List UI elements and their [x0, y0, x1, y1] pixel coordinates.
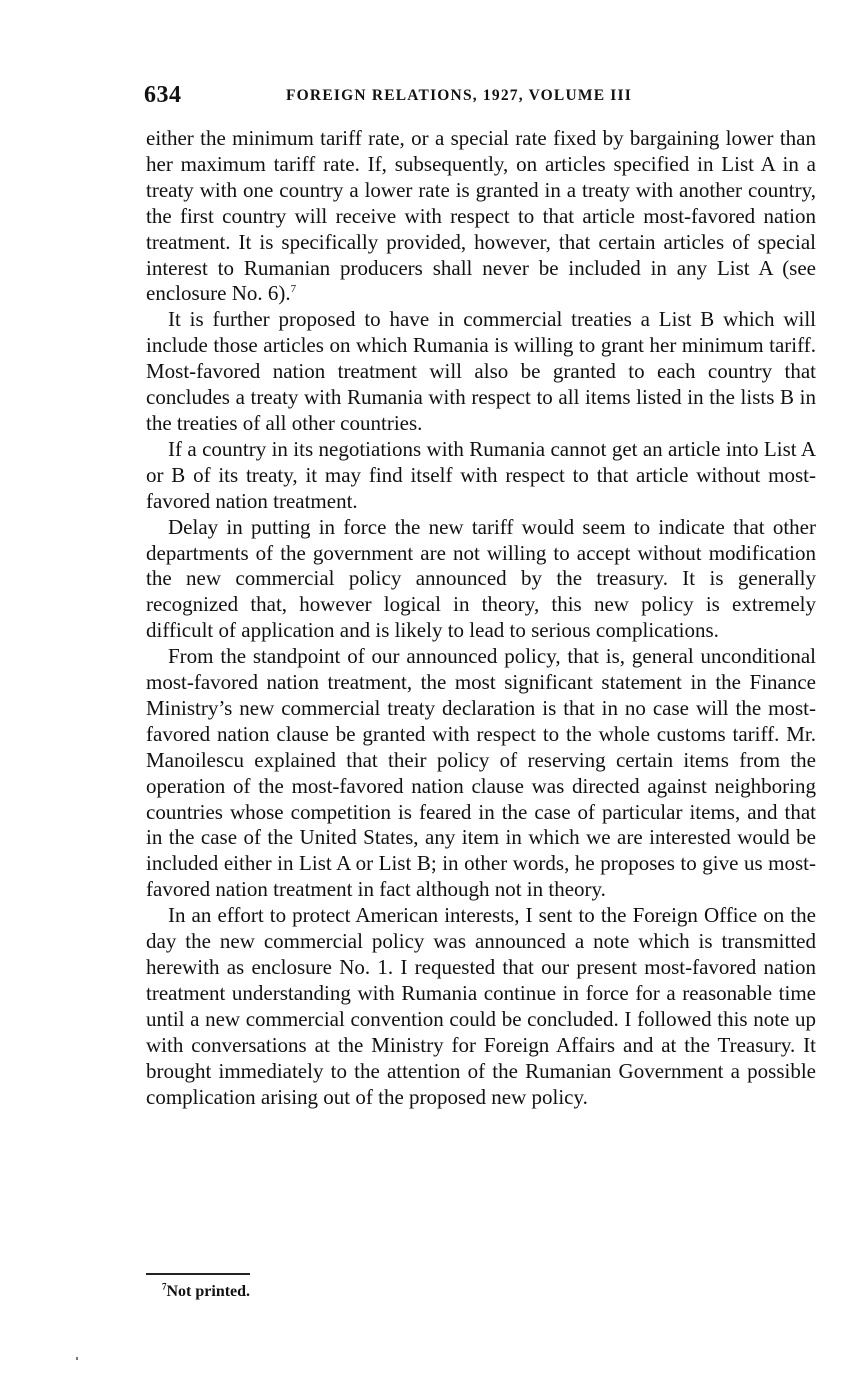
footnote-text: Not printed. — [166, 1283, 251, 1300]
paragraph-text: If a country in its negotiations with Rumania cannot get an article into List A or B of its treaty, it may find itself with respect to that article without most-favored nation treatment. — [146, 436, 816, 513]
page-number: 634 — [144, 82, 182, 108]
running-head: FOREIGN RELATIONS, 1927, VOLUME III — [286, 87, 632, 104]
paragraph — [146, 307, 816, 437]
body-text — [146, 126, 816, 1110]
footnote-reference: 7 — [290, 283, 297, 296]
paragraph — [146, 644, 816, 903]
paragraph-text: Delay in putting in force the new tariff would seem to indicate that other departments of the government are not willing to accept without modification the new commercial policy announced by the treasury. It is generally recognized that, however logical in theory, this new policy is extremely difficult of application and is likely to lead to serious complications. — [146, 514, 816, 643]
paragraph-text: It is further proposed to have in commercial treaties a List B which will include those articles on which Rumania is willing to grant her minimum tariff. Most-favored nation treatment will also be granted to each country that concludes a treaty with Rumania with respect to all items listed in the lists B in the treaties of all other countries. — [146, 307, 816, 435]
paragraph-text: either the minimum tariff rate, or a special rate fixed by bargaining lower than her maximum tariff rate. If, subsequently, on articles specified in List A in a treaty with one country a lower rate is granted in a treaty with another country, the first country will receive with respect to that article most-favored nation treatment. It is specifically provided, however, that certain articles of special interest to Rumanian producers shall never be included in any List A (see enclosure No. 6). — [146, 126, 816, 306]
paragraph — [146, 515, 816, 645]
footnote-marker: 7 — [162, 1281, 167, 1292]
paragraph — [146, 126, 816, 307]
paragraph — [146, 903, 816, 1110]
paragraph-text: From the standpoint of our announced policy, that is, general unconditional most-favored nation treatment, the most significant statement in the Finance Ministry’s new commercial treaty declaration is that in no case will the most-favored nation clause be granted with respect to the whole customs tariff. Mr. Manoilescu explained that their policy of reserving certain items from the operation of the most-favored nation clause was directed against neighboring countries whose competition is feared in the case of particular items, and that in the case of the United States, any item in which we are interested would be included either in List A or List B; in other words, he proposes to give us most-favored nation treatment in fact although not in theory. — [146, 644, 816, 902]
footnote-divider — [146, 1273, 250, 1275]
page-header — [146, 82, 816, 112]
scan-speck — [76, 1357, 78, 1360]
footnote — [162, 1283, 250, 1301]
paragraph-text: In an effort to protect American interests, I sent to the Foreign Office on the day the new commercial policy was announced a note which is transmitted herewith as enclosure No. 1. I requested that our present most-favored nation treatment understanding with Rumania continue in force for a reasonable time until a new commercial convention could be concluded. I followed this note up with conversations at the Ministry for Foreign Affairs and at the Treasury. It brought immediately to the attention of the Rumanian Government a possible complication arising out of the proposed new policy. — [146, 903, 816, 1109]
paragraph — [146, 437, 816, 515]
